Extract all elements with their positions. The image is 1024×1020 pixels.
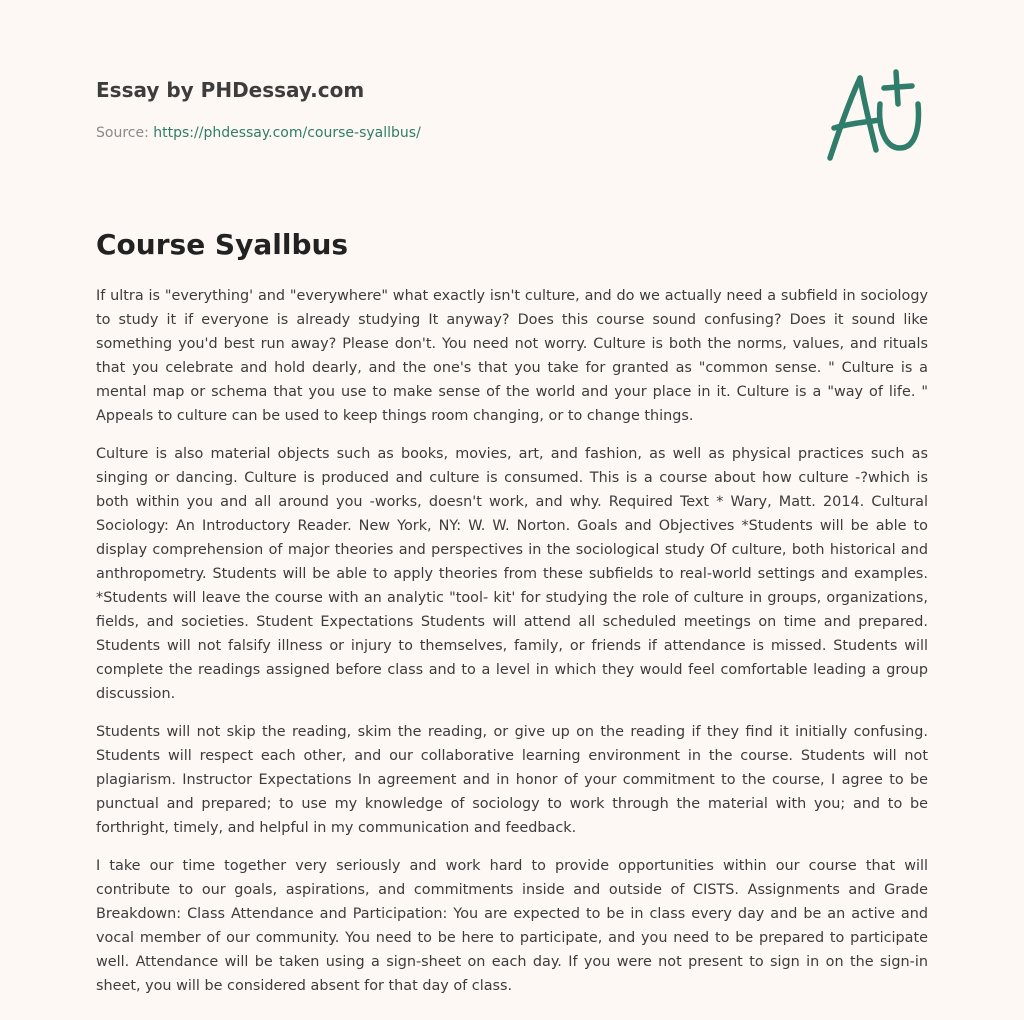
source-line bbox=[96, 123, 696, 143]
source-label: Source: bbox=[96, 125, 149, 141]
article-body bbox=[96, 284, 928, 1012]
brand-title: Essay by PHDessay.com bbox=[96, 78, 365, 102]
paragraph: Culture is also material objects such as books, movies, art, and fashion, as well as physical practices such as singing or dancing. Culture is produced and culture is consumed. This is a course about how culture -?which is both within you and all around you -works, doesn't work, and why. Required Text * Wary, Matt. 2014. Cultural Sociology: An Introductory Reader. New York, NY: W. W. Norton. Goals and Objectives *Students will be able to display comprehension of major theories and perspectives in the sociological study Of culture, both historical and anthropometry. Students will be able to apply theories from these subfields to real-world settings and examples. *Students will leave the course with an analytic "tool- kit' for studying the role of culture in groups, organizations, fields, and societies. Student Expectations Students will attend all scheduled meetings on time and prepared. Students will not falsify illness or injury to themselves, family, or friends if attendance is missed. Students will complete the readings assigned before class and to a level in which they would feel comfortable leading a group discussion. bbox=[96, 446, 928, 702]
paragraph: I take our time together very seriously and work hard to provide opportunities within our course that will contribute to our goals, aspirations, and commitments inside and outside of CISTS. Assignments and Grade Breakdown: Class Attendance and Participation: You are expected to be in class every day and be an active and vocal member of our community. You need to be here to participate, and you need to be prepared to participate well. Attendance will be taken using a sign-sheet on each day. If you were not present to sign in on the sign-in sheet, you will be considered absent for that day of class. bbox=[96, 858, 928, 994]
page-header bbox=[96, 74, 696, 143]
a-plus-grade-icon bbox=[820, 64, 928, 164]
paragraph: If ultra is "everything' and "everywhere" what exactly isn't culture, and do we actually need a subfield in sociology to study it if everyone is already studying It anyway? Does this course sound confusing? Does it sound like something you'd best run away? Please don't. You need not worry. Culture is both the norms, values, and rituals that you celebrate and hold dearly, and the one's that you take for granted as "common sense. " Culture is a mental map or schema that you use to make sense of the world and your place in it. Culture is a "way of life. " Appeals to culture can be used to keep things room changing, or to change things. bbox=[96, 288, 928, 424]
source-link[interactable]: https://phdessay.com/course-syallbus/ bbox=[153, 125, 421, 141]
paragraph: Students will not skip the reading, skim the reading, or give up on the reading if they find it initially confusing. Students will respect each other, and our collaborative learning environment in the course. Students will not plagiarism. Instructor Expectations In agreement and in honor of your commitment to the course, I agree to be punctual and prepared; to use my knowledge of sociology to work through the material with you; and to be forthright, timely, and helpful in my communication and feedback. bbox=[96, 724, 928, 836]
article-title: Course Syallbus bbox=[96, 228, 349, 261]
